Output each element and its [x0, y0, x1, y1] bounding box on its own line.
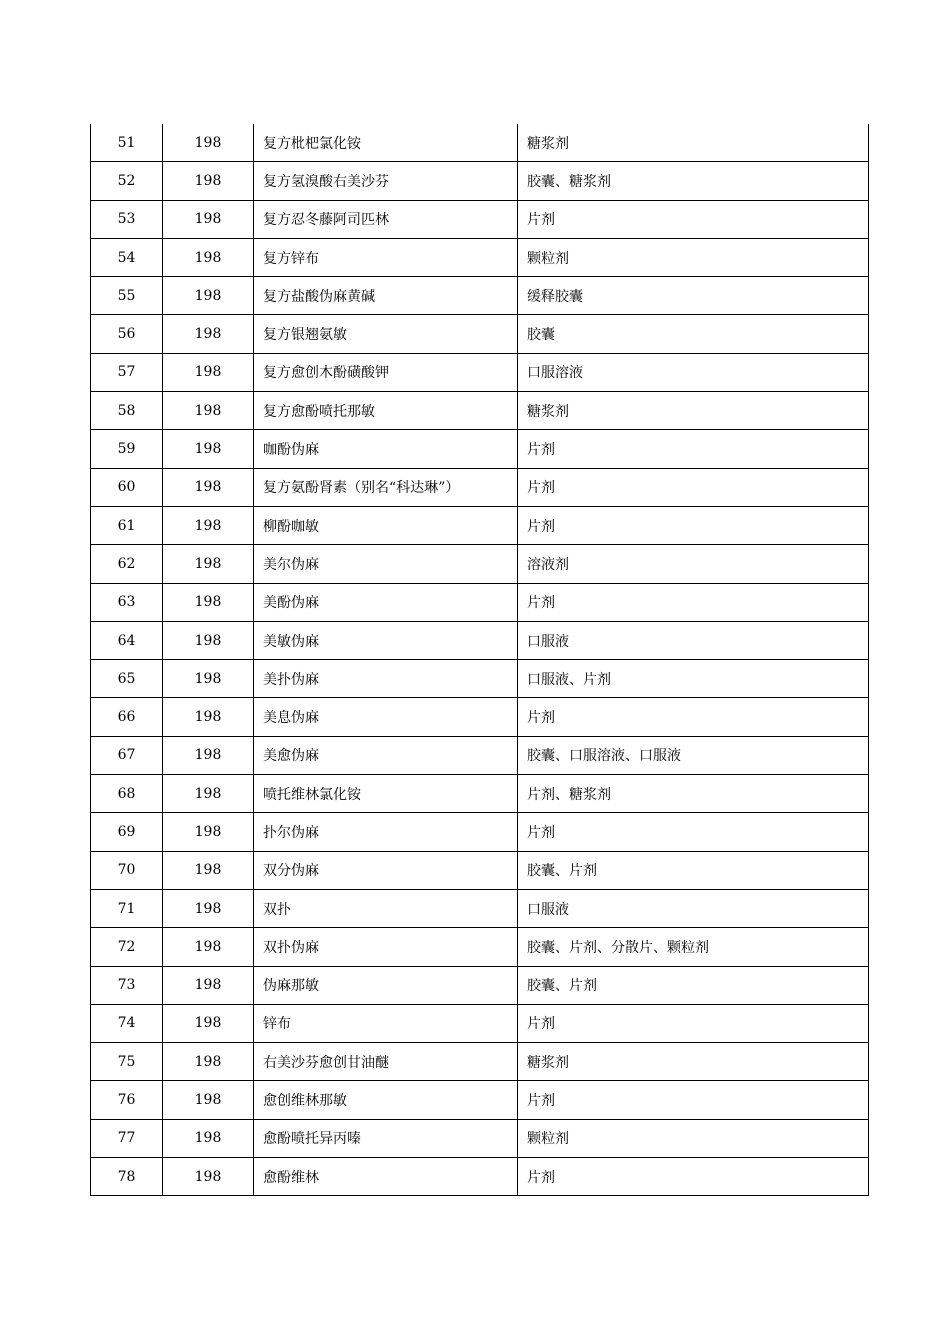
category-code-cell: 198 — [163, 1158, 254, 1196]
row-number-cell: 75 — [91, 1043, 163, 1081]
category-code-cell: 198 — [163, 277, 254, 315]
category-code-cell: 198 — [163, 851, 254, 889]
category-code-cell: 198 — [163, 468, 254, 506]
row-number-cell: 67 — [91, 736, 163, 774]
drug-name-cell: 复方锌布 — [254, 238, 518, 276]
table-row — [91, 698, 869, 736]
drug-table — [90, 124, 869, 1196]
row-number-cell: 77 — [91, 1119, 163, 1157]
row-number-cell: 54 — [91, 238, 163, 276]
dosage-form-cell: 片剂 — [518, 1004, 869, 1042]
category-code-cell: 198 — [163, 775, 254, 813]
table-row — [91, 966, 869, 1004]
drug-name-cell: 复方氨酚肾素（别名“科达琳”） — [254, 468, 518, 506]
drug-name-cell: 复方愈酚喷托那敏 — [254, 392, 518, 430]
row-number-cell: 66 — [91, 698, 163, 736]
category-code-cell: 198 — [163, 430, 254, 468]
row-number-cell: 63 — [91, 583, 163, 621]
table-row — [91, 1119, 869, 1157]
row-number-cell: 51 — [91, 124, 163, 162]
category-code-cell: 198 — [163, 353, 254, 391]
category-code-cell: 198 — [163, 736, 254, 774]
row-number-cell: 59 — [91, 430, 163, 468]
category-code-cell: 198 — [163, 1119, 254, 1157]
category-code-cell: 198 — [163, 1043, 254, 1081]
table-row — [91, 889, 869, 927]
table-row — [91, 736, 869, 774]
row-number-cell: 73 — [91, 966, 163, 1004]
dosage-form-cell: 片剂 — [518, 698, 869, 736]
dosage-form-cell: 胶囊、片剂、分散片、颗粒剂 — [518, 928, 869, 966]
table-row — [91, 315, 869, 353]
row-number-cell: 57 — [91, 353, 163, 391]
drug-name-cell: 美敏伪麻 — [254, 621, 518, 659]
table-row — [91, 545, 869, 583]
dosage-form-cell: 糖浆剂 — [518, 1043, 869, 1081]
dosage-form-cell: 糖浆剂 — [518, 124, 869, 162]
category-code-cell: 198 — [163, 889, 254, 927]
row-number-cell: 76 — [91, 1081, 163, 1119]
dosage-form-cell: 口服液、片剂 — [518, 660, 869, 698]
drug-name-cell: 愈酚维林 — [254, 1158, 518, 1196]
drug-name-cell: 美尔伪麻 — [254, 545, 518, 583]
dosage-form-cell: 胶囊 — [518, 315, 869, 353]
drug-name-cell: 扑尔伪麻 — [254, 813, 518, 851]
dosage-form-cell: 溶液剂 — [518, 545, 869, 583]
category-code-cell: 198 — [163, 162, 254, 200]
category-code-cell: 198 — [163, 621, 254, 659]
drug-name-cell: 美愈伪麻 — [254, 736, 518, 774]
category-code-cell: 198 — [163, 928, 254, 966]
row-number-cell: 78 — [91, 1158, 163, 1196]
dosage-form-cell: 糖浆剂 — [518, 392, 869, 430]
document-page — [90, 124, 868, 1196]
row-number-cell: 52 — [91, 162, 163, 200]
dosage-form-cell: 缓释胶囊 — [518, 277, 869, 315]
category-code-cell: 198 — [163, 506, 254, 544]
table-row — [91, 124, 869, 162]
dosage-form-cell: 片剂 — [518, 583, 869, 621]
row-number-cell: 65 — [91, 660, 163, 698]
dosage-form-cell: 颗粒剂 — [518, 1119, 869, 1157]
row-number-cell: 58 — [91, 392, 163, 430]
drug-name-cell: 复方盐酸伪麻黄碱 — [254, 277, 518, 315]
category-code-cell: 198 — [163, 238, 254, 276]
row-number-cell: 71 — [91, 889, 163, 927]
row-number-cell: 70 — [91, 851, 163, 889]
dosage-form-cell: 片剂、糖浆剂 — [518, 775, 869, 813]
drug-name-cell: 复方忍冬藤阿司匹林 — [254, 200, 518, 238]
table-row — [91, 1043, 869, 1081]
drug-name-cell: 复方愈创木酚磺酸钾 — [254, 353, 518, 391]
dosage-form-cell: 片剂 — [518, 468, 869, 506]
category-code-cell: 198 — [163, 583, 254, 621]
category-code-cell: 198 — [163, 660, 254, 698]
table-row — [91, 506, 869, 544]
table-row — [91, 775, 869, 813]
drug-name-cell: 柳酚咖敏 — [254, 506, 518, 544]
dosage-form-cell: 片剂 — [518, 200, 869, 238]
row-number-cell: 60 — [91, 468, 163, 506]
table-row — [91, 1081, 869, 1119]
table-row — [91, 813, 869, 851]
table-row — [91, 621, 869, 659]
dosage-form-cell: 片剂 — [518, 430, 869, 468]
table-row — [91, 200, 869, 238]
dosage-form-cell: 颗粒剂 — [518, 238, 869, 276]
table-row — [91, 851, 869, 889]
table-row — [91, 392, 869, 430]
table-row — [91, 1004, 869, 1042]
drug-name-cell: 双扑 — [254, 889, 518, 927]
table-row — [91, 583, 869, 621]
table-row — [91, 430, 869, 468]
drug-name-cell: 锌布 — [254, 1004, 518, 1042]
row-number-cell: 62 — [91, 545, 163, 583]
drug-name-cell: 双扑伪麻 — [254, 928, 518, 966]
dosage-form-cell: 胶囊、口服溶液、口服液 — [518, 736, 869, 774]
drug-name-cell: 美扑伪麻 — [254, 660, 518, 698]
row-number-cell: 72 — [91, 928, 163, 966]
dosage-form-cell: 胶囊、糖浆剂 — [518, 162, 869, 200]
category-code-cell: 198 — [163, 966, 254, 1004]
table-row — [91, 660, 869, 698]
drug-name-cell: 美酚伪麻 — [254, 583, 518, 621]
dosage-form-cell: 口服液 — [518, 889, 869, 927]
table-row — [91, 468, 869, 506]
drug-name-cell: 愈酚喷托异丙嗪 — [254, 1119, 518, 1157]
category-code-cell: 198 — [163, 1004, 254, 1042]
dosage-form-cell: 片剂 — [518, 1158, 869, 1196]
dosage-form-cell: 片剂 — [518, 1081, 869, 1119]
drug-table-body — [91, 124, 869, 1196]
category-code-cell: 198 — [163, 698, 254, 736]
table-row — [91, 928, 869, 966]
drug-name-cell: 美息伪麻 — [254, 698, 518, 736]
category-code-cell: 198 — [163, 392, 254, 430]
dosage-form-cell: 胶囊、片剂 — [518, 966, 869, 1004]
dosage-form-cell: 胶囊、片剂 — [518, 851, 869, 889]
row-number-cell: 61 — [91, 506, 163, 544]
row-number-cell: 69 — [91, 813, 163, 851]
table-row — [91, 1158, 869, 1196]
drug-name-cell: 喷托维林氯化铵 — [254, 775, 518, 813]
category-code-cell: 198 — [163, 124, 254, 162]
table-row — [91, 238, 869, 276]
row-number-cell: 68 — [91, 775, 163, 813]
category-code-cell: 198 — [163, 315, 254, 353]
row-number-cell: 74 — [91, 1004, 163, 1042]
drug-name-cell: 咖酚伪麻 — [254, 430, 518, 468]
dosage-form-cell: 口服溶液 — [518, 353, 869, 391]
category-code-cell: 198 — [163, 545, 254, 583]
dosage-form-cell: 口服液 — [518, 621, 869, 659]
drug-name-cell: 复方氢溴酸右美沙芬 — [254, 162, 518, 200]
table-row — [91, 162, 869, 200]
table-row — [91, 277, 869, 315]
drug-name-cell: 愈创维林那敏 — [254, 1081, 518, 1119]
category-code-cell: 198 — [163, 200, 254, 238]
drug-name-cell: 双分伪麻 — [254, 851, 518, 889]
dosage-form-cell: 片剂 — [518, 813, 869, 851]
table-row — [91, 353, 869, 391]
drug-name-cell: 右美沙芬愈创甘油醚 — [254, 1043, 518, 1081]
drug-name-cell: 伪麻那敏 — [254, 966, 518, 1004]
drug-name-cell: 复方银翘氨敏 — [254, 315, 518, 353]
category-code-cell: 198 — [163, 1081, 254, 1119]
row-number-cell: 55 — [91, 277, 163, 315]
drug-name-cell: 复方枇杷氯化铵 — [254, 124, 518, 162]
row-number-cell: 64 — [91, 621, 163, 659]
row-number-cell: 53 — [91, 200, 163, 238]
row-number-cell: 56 — [91, 315, 163, 353]
dosage-form-cell: 片剂 — [518, 506, 869, 544]
category-code-cell: 198 — [163, 813, 254, 851]
